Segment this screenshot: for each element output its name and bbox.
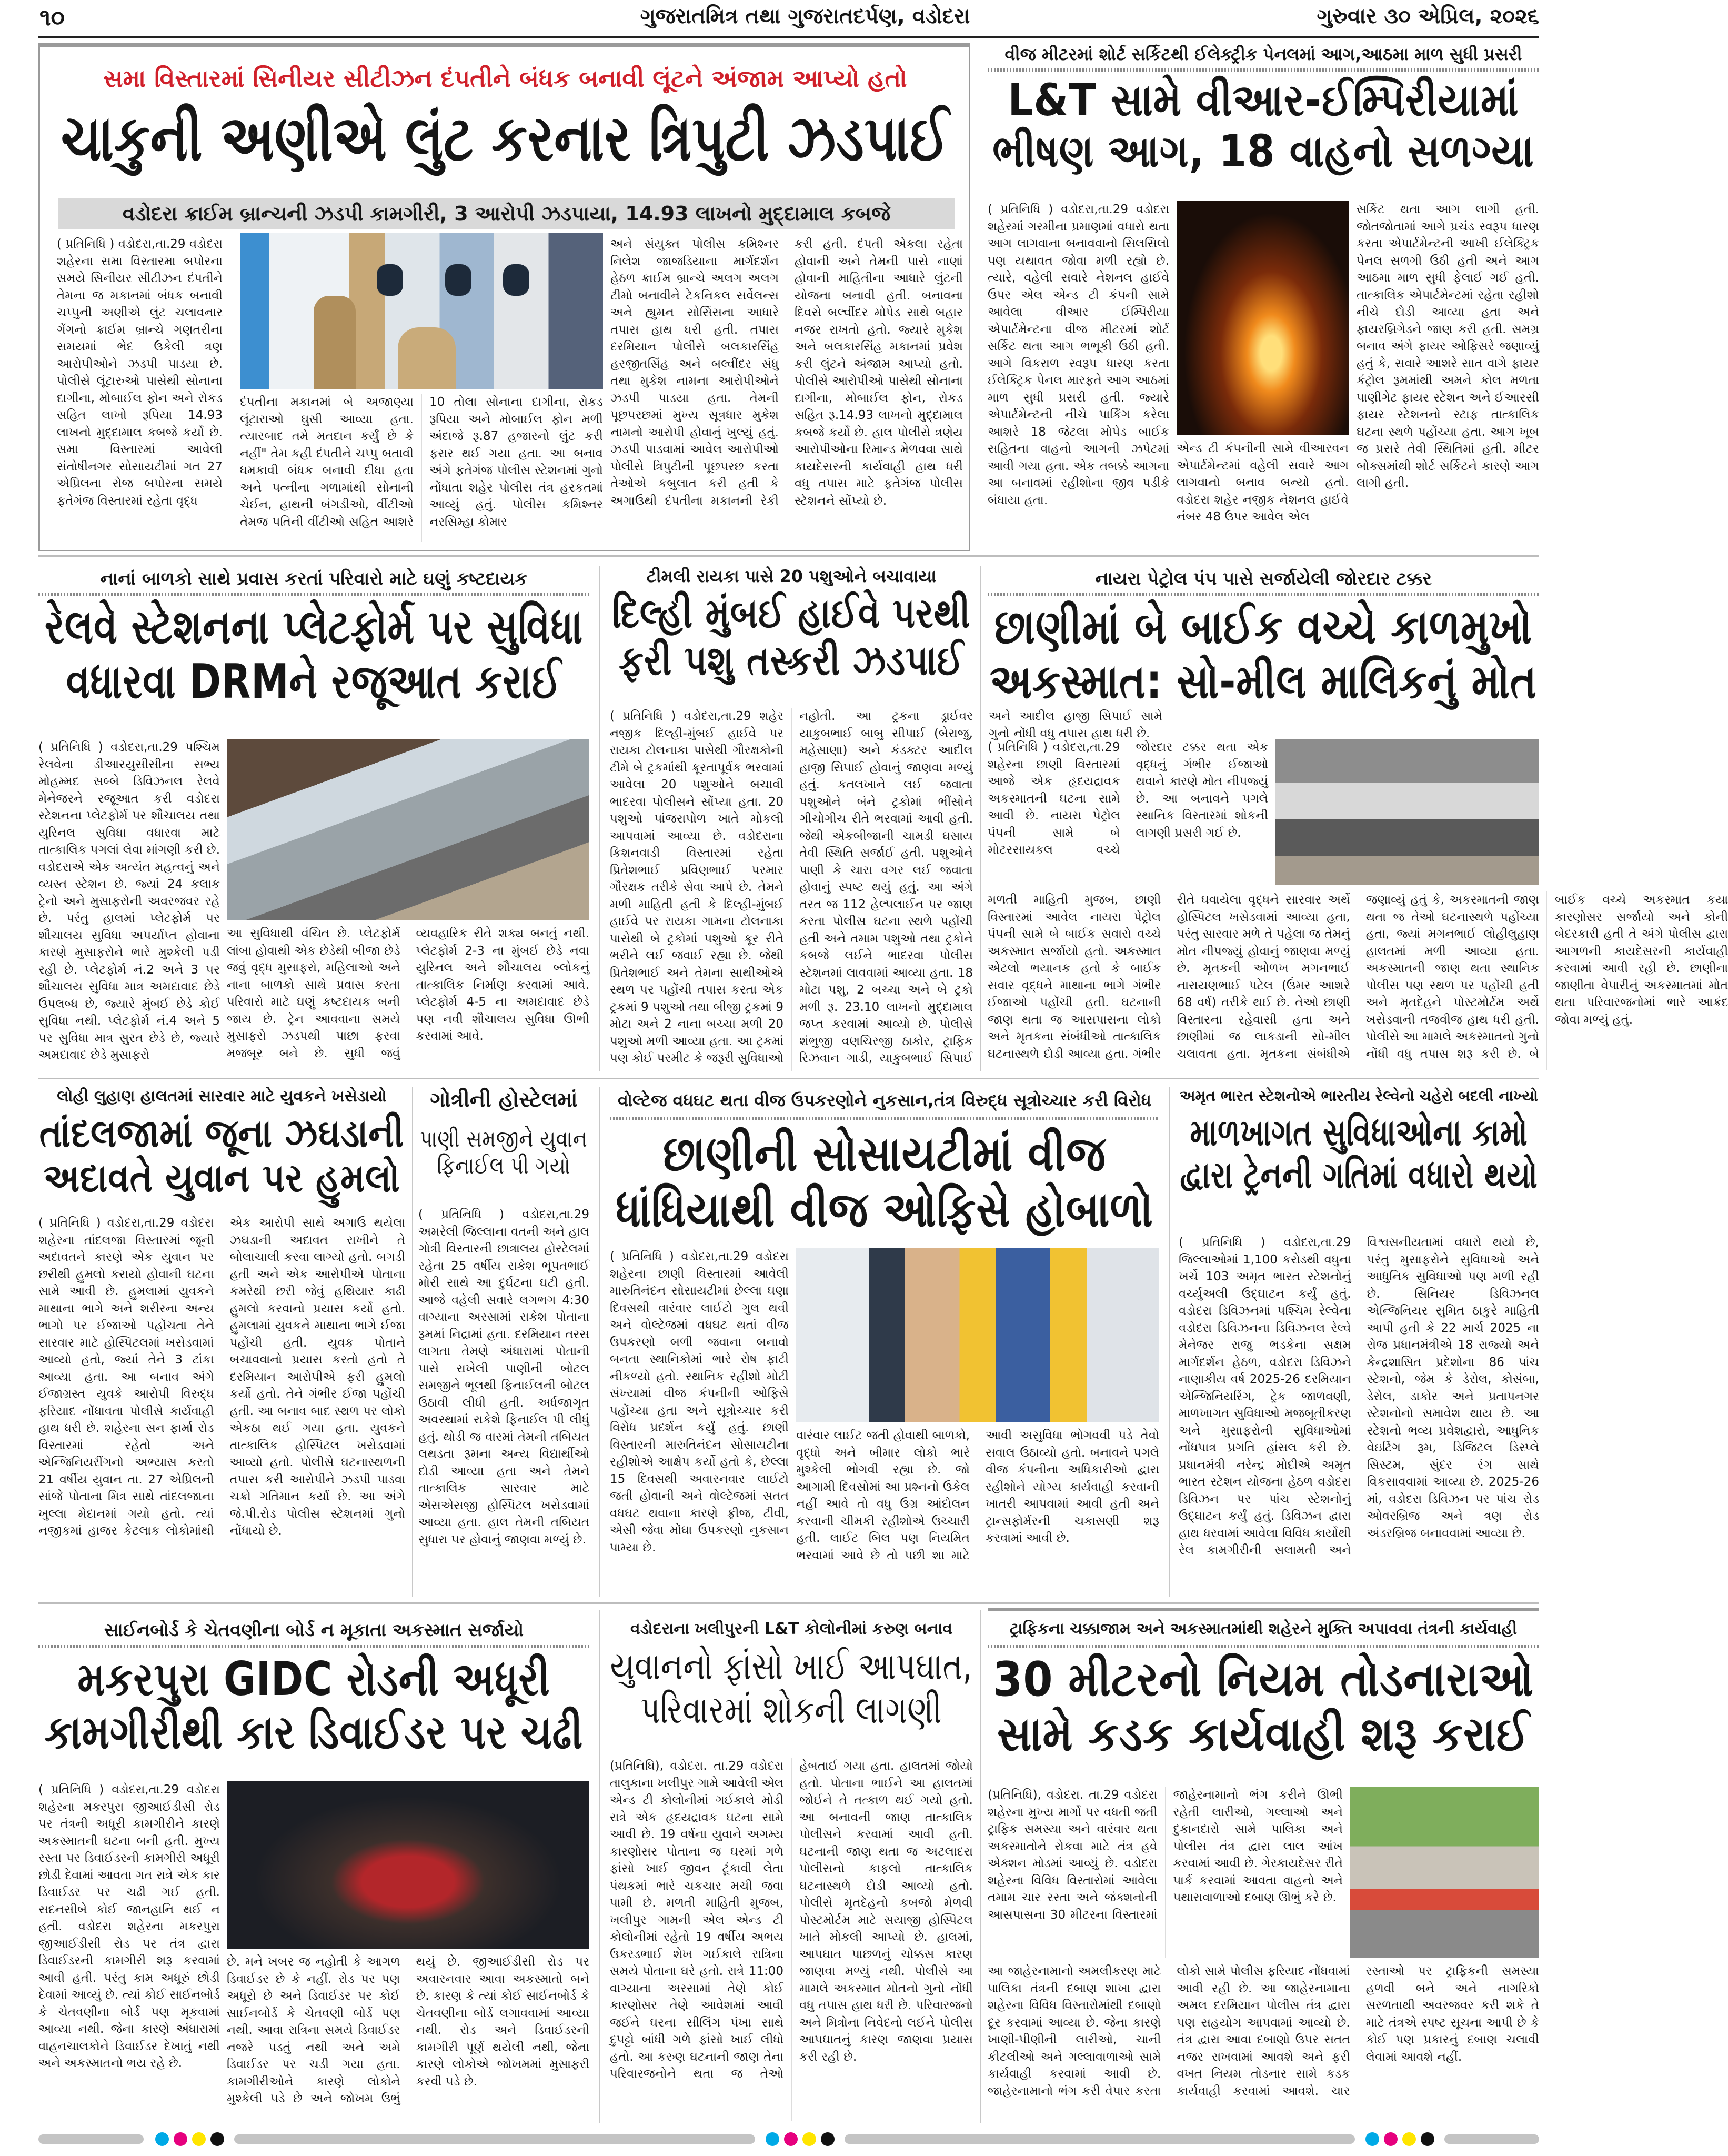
section-divider [38,1602,1539,1604]
column-divider [412,1087,413,1597]
makarpura-body-left: ( પ્રતિનિધિ ) વડોદરા,તા.29 વડોદરા શહેરના મકરપુરા જીઆઈડીસી રોડ પર તંત્રની અધૂરી કામગીરીને કારણે અકસ્માતની ઘટના બની હતી. મુખ્ય રસ્તા પર ડિવાઈડરની કામગીરી અધૂરી છોડી દેવામાં આવતા ગત રાત્રે એક કાર ડિવાઈડર પર ચઢી ગઈ હતી. સદનસીબે કોઈ જાનહાનિ થઈ ન હતી. વડોદરા શહેરના મકરપુરા જીઆઈડીસી રોડ પર તંત્ર દ્વારા ડિવાઈડરની કામગીરી શરૂ કરવામાં આવી હતી. પરંતુ કામ અધૂરું છોડી દેવામાં આવ્યું છે. ત્યાં કોઈ સાઈનબોર્ડ કે ચેતવણીના બોર્ડ પણ મૂકવામાં આવ્યા નથી. જેના કારણે અંધારામાં વાહનચાલકોને ડિવાઈડર દેખાતું નથી અને અકસ્માતનો ભય રહે છે. [38,1783,220,2070]
tandalja-headline: તાંદલજામાં જૂના ઝઘડાની અદાવતે યુવાન પર હુમલો [39,1111,405,1201]
accident-body-bottom: મળતી માહિતી મુજબ, છાણી વિસ્તારમાં આવેલ નાયરા પેટ્રોલ પંપની સામે બે બાઈક સવારો વચ્ચે અકસ્માત સર્જાયો હતો. અકસ્માત એટલો ભયાનક હતો કે બાઈક સવાર વૃદ્ધને માથાના ભાગે ગંભીર ઈજાઓ પહોંચી હતી. ઘટનાની જાણ થતા જ આસપાસના લોકો અને મૃતકના સંબંધીઓ તાત્કાલિક ઘટનાસ્થળે દોડી આવ્યા હતા. ગંભીર રીતે ઘવાયેલા વૃદ્ધને સારવાર અર્થે હોસ્પિટલ ખસેડવામાં આવ્યા હતા, પરંતુ સારવાર મળે તે પહેલા જ તેમનું મોત નીપજ્યું હોવાનું જાણવા મળ્યું છે. મૃતકની ઓળખ મગનભાઈ નારાયણભાઈ પટેલ (ઉંમર આશરે 68 વર્ષ) તરીકે થઈ છે. તેઓ છાણી વિસ્તારના રહેવાસી હતા અને છાણીમાં જ લાકડાની સો-મીલ ચલાવતા હતા. મૃતકના સંબંધીએ જણાવ્યું હતું કે, અકસ્માતની જાણ થતા જ તેઓ ઘટનાસ્થળે પહોંચ્યા હતા, જ્યાં મગનભાઈ લોહીલુહાણ હાલતમાં મળી આવ્યા હતા. અકસ્માતની જાણ થતા સ્થાનિક પોલીસ પણ સ્થળ પર પહોંચી હતી અને મૃતદેહને પોસ્ટમોર્ટમ અર્થે ખસેડવાની તજવીજ હાથ ધરી હતી. પોલીસે આ મામલે અકસ્માતનો ગુનો નોંધી વધુ તપાસ શરૂ કરી છે. બે બાઈક વચ્ચે અકસ્માત કયા કારણોસર સર્જાયો અને કોની બેદરકારી હતી તે અંગે પોલીસ દ્વારા આગળની કાયદેસરની કાર્યવાહી કરવામાં આવી રહી છે. છાણીના જાણીતા વેપારીનું અકસ્માતમાં મોત થતા પરિવારજનોમાં ભારે આક્રંદ જોવા મળ્યું હતું. [988,893,1728,1061]
black-dot [821,2132,835,2146]
divider [38,593,589,596]
traffic-body-top: (પ્રતિનિધિ), વડોદરા. તા.29 વડોદરા શહેરના મુખ્ય માર્ગો પર વધતી જતી ટ્રાફિક સમસ્યા અને વારંવાર થતા અકસ્માતોને રોકવા માટે તંત્ર હવે એક્શન મોડમાં આવ્યું છે. વડોદરા શહેરના વિવિધ વિસ્તારોમાં આવેલા તમામ ચાર રસ્તા અને જંક્શનોની આસપાસના 30 મીટરના વિસ્તારમાં જાહેરનામાનો ભંગ કરીને ઊભી રહેતી લારીઓ, ગલ્લાઓ અને દુકાનદારો સામે પાલિકા અને પોલીસ તંત્ર દ્વારા લાલ આંખ કરવામાં આવી છે. ગેરકાયદેસર રીતે પાર્ક કરવામાં આવતા વાહનો અને પથારાવાળાઓ દબાણ ઊભું કરે છે. [988,1788,1343,1922]
yellow-dot [802,2132,816,2146]
fire-body-right: સર્કિટ થતા આગ લાગી હતી. જોતજોતામાં આગે પ્રચંડ સ્વરૂપ ધારણ કરતા એપાર્ટમેન્ટની આખી ઈલેક્ટ્રિક પેનલ સળગી ઉઠી હતી અને આગ આઠમા માળ સુધી ફેલાઈ ગઈ હતી. તાત્કાલિક એપાર્ટમેન્ટમાં રહેતા રહીશો નીચે દોડી આવ્યા હતા અને ફાયરબ્રિગેડને જાણ કરી હતી. સમગ્ર બનાવ અંગે ફાયર ઓફિસરે જણાવ્યું હતું કે, સવારે આશરે સાત વાગે ફાયર કંટ્રોલ રૂમમાંથી અમને કોલ મળતા પાણીગેટ ફાયર સ્ટેશન અને ઈઆરસી ફાયર સ્ટેશનનો સ્ટાફ તાત્કાલિક ઘટના સ્થળે પહોંચ્યા હતા. આગ ખૂબ જ પ્રસરે તેવી સ્થિતિમાં હતી. મીટર બોક્સમાંથી શોર્ટ સર્કિટને કારણે આગ લાગી હતી. [1357,203,1539,490]
divider [988,68,1539,72]
encroachment-removal-photo [1350,1787,1539,1958]
accident-scene-photo [1275,739,1539,885]
phenyl-body: ( પ્રતિનિધિ ) વડોદરા,તા.29 અમરેલી જિલ્લાના વતની અને હાલ ગોત્રી વિસ્તારની છાત્રાલય હોસ્ટેલમાં રહેતા 25 વર્ષીય રાકેશ ભૂપતભાઈ મોરી સાથે આ દુર્ઘટના ઘટી હતી. આજે વહેલી સવારે લગભગ 4:30 વાગ્યાના અરસામાં રાકેશ પોતાના રૂમમાં નિદ્રામાં હતા. દરમિયાન તરસ લાગતા તેમણે અંધારામાં પોતાની પાસે રાખેલી પાણીની બોટલ સમજીને ભૂલથી ફિનાઈલની બોટલ ઉઠાવી લીધી હતી. અર્ધજાગૃત અવસ્થામાં રાકેશે ફિનાઈલ પી લીધું હતું. થોડી જ વારમાં તેમની તબિયત લથડતા રૂમના અન્ય વિદ્યાર્થીઓ દોડી આવ્યા હતા અને તેમને તાત્કાલિક સારવાર માટે એસએસજી હોસ્પિટલ ખસેડવામાં આવ્યા હતા. હાલ તેમની તબિયત સુધારા પર હોવાનું જાણવા મળ્યું છે. [418,1208,589,1547]
cattle-kicker: ટીમલી રાયકા પાસે 20 પશુઓને બચાવાયા [646,566,937,586]
power-body-below-photo: વારંવાર લાઈટ જતી હોવાથી બાળકો, વૃદ્ધો અને બીમાર લોકો ભારે મુશ્કેલી ભોગવી રહ્યા છે. જો આગામી દિવસોમાં આ પ્રશ્નનો ઉકેલ નહીં આવે તો વધુ ઉગ્ર આંદોલન કરવાની ચીમકી રહીશોએ ઉચ્ચારી હતી. લાઈટ બિલ પણ નિયમિત ભરવામાં આવે છે તો પછી શા માટે આવી અસુવિધા ભોગવવી પડે તેવો સવાલ ઉઠાવ્યો હતો. બનાવને પગલે વીજ કંપનીના અધિકારીઓ દ્વારા રહીશોને યોગ્ય કાર્યવાહી કરવાની ખાતરી આપવામાં આવી હતી અને ટ્રાન્સફોર્મરની ચકાસણી શરૂ કરવામાં આવી છે. [796,1429,1159,1562]
makarpura-kicker: સાઈનબોર્ડ કે ચેતવણીના બોર્ડ ન મૂકાતા અકસ્માત સર્જાયો [104,1620,524,1641]
accident-kicker: નાયરા પેટ્રોલ પંપ પાસે સર્જાયેલી જોરદાર ટક્કર [1095,568,1432,589]
cattle-body: ( પ્રતિનિધિ ) વડોદરા,તા.29 શહેર નજીક દિલ્હી-મુંબઈ હાઈવે પર રાયકા ટોલનાકા પાસેથી ગૌરક્ષકોની ટીમે બે ટ્રકમાંથી ક્રૂરતાપૂર્વક ભરવામાં આવેલા 20 પશુઓને બચાવી ભાદરવા પોલીસને સોંપ્યા હતા. 20 પશુઓ પાંજરાપોળ ખાતે મોકલી આપવામાં આવ્યા છે. વડોદરાના કિશનવાડી વિસ્તારમાં રહેતા પ્રિતેશભાઈ પ્રવિણભાઈ પરમાર ગૌરક્ષક તરીકે સેવા આપે છે. તેમને મળી માહિતી હતી કે દિલ્હી-મુંબઈ હાઈવે પર રાયકા ગામના ટોલનાકા પાસેથી બે ટ્રકોમાં પશુઓ ક્રૂર રીતે ભરીને લઈ જવાઈ રહ્યા છે. જેથી પ્રિતેશભાઈ અને તેમના સાથીઓએ સ્થળ પર પહોંચી તપાસ કરતા એક ટ્રકમાં 9 પશુઓ તથા બીજી ટ્રકમાં 9 મોટા અને 2 નાના બચ્ચા મળી 20 પશુઓ મળી આવ્યા હતા. આ ટ્રકમાં પણ કોઈ પરમીટ કે જરૂરી સુવિધાઓ નહોતી. આ ટ્રકના ડ્રાઈવર યાકુબભાઈ બાબુ સીપાઈ (બેરાજુ, મહેસાણા) અને કંડક્ટર આદીલ હાજી સિપાઈ હોવાનું જાણવા મળ્યું હતું. કતલખાને લઈ જવાતા પશુઓને બંને ટ્રકોમાં ભીંસોને ગીચોગીચ રીતે ભરવામાં આવી હતી. જેથી એકબીજાની ચામડી ઘસાય તેવી સ્થિતિ સર્જાઈ હતી. પશુઓને પાણી કે ચારા વગર લઈ જવાતા હોવાનું સ્પષ્ટ થયું હતું. આ અંગે તરત જ 112 હેલ્પલાઈન પર જાણ કરતા પોલીસ ઘટના સ્થળે પહોંચી હતી અને તમામ પશુઓ તથા ટ્રકોને કબજે લઈને ભાદરવા પોલીસ સ્ટેશનમાં લાવવામાં આવ્યા હતા. 18 મોટા પશુ, 2 બચ્ચા અને બે ટ્રકો મળી રૂ. 23.10 લાખનો મુદ્દામાલ જપ્ત કરવામાં આવ્યો છે. પોલીસે શંભુજી વણચિરજી ઠાકોર, ટ્રાફિક રિઝવાન ગાડી, યાકુબભાઈ સિપાઈ અને આદીલ હાજી સિપાઈ સામે ગુનો નોંધી વધુ તપાસ હાથ ધરી છે. [610,709,1162,1065]
cyan-dot [155,2132,169,2146]
arrest-photo [240,233,603,389]
suicide-headline: યુવાનનો ફાંસો ખાઈ આપઘાત, પરિવારમાં શોકની લાગણી [610,1644,973,1732]
tandalja-kicker: લોહી લુહાણ હાલતમાં સારવાર માટે યુવકને ખસેડાયો [57,1087,387,1106]
power-headline: છાણીની સોસાયટીમાં વીજ ધાંધિયાથી વીજ ઓફિસે હોબાળો [616,1126,1153,1238]
masked-accused-figure [445,264,471,296]
phenyl-kicker: ગોત્રીની હોસ્ટેલમાં [430,1088,578,1112]
magenta-dot [1384,2132,1398,2146]
railway-body-below-photo: આ સુવિધાથી વંચિત છે. પ્લેટફોર્મ લાંબા હોવાથી એક છેડેથી બીજા છેડે જવું વૃદ્ધ મુસાફરો, મહિલાઓ અને નાના બાળકો સાથે પ્રવાસ કરતા પરિવારો માટે ઘણું કષ્ટદાયક બની જાય છે. ટ્રેન આવવાના સમયે મુસાફરો ઝડપથી પાછા ફરવા મજબૂર બને છે. સુધી જવું વ્યવહારિક રીતે શક્ય બનતું નથી. પ્લેટફોર્મ 2-3 ના મુંબઈ છેડે નવા યુરિનલ અને શૌચાલય બ્લોકનું તાત્કાલિક નિર્માણ કરવામાં આવે. પ્લેટફોર્મ 4-5 ના અમદાવાદ છેડે પણ નવી શૌચાલય સુવિધા ઊભી કરવામાં આવે. [227,927,589,1060]
black-dot [1421,2132,1434,2146]
column-divider [1169,1087,1170,1597]
phenyl-headline: પાણી સમજીને યુવાન ફિનાઈલ પી ગયો [420,1126,588,1179]
traffic-headline: 30 મીટરનો નિયમ તોડનારાઓ સામે કડક કાર્યવાહી શરૂ કરાઈ [992,1652,1534,1762]
power-body-left: ( પ્રતિનિધિ ) વડોદરા,તા.29 વડોદરા શહેરના છાણી વિસ્તારમાં આવેલી મારુતિનંદન સોસાયટીમાં છેલ્લા ઘણા દિવસથી વારંવાર લાઈટો ગુલ થવી અને વોલ્ટેજમાં વધઘટ થતાં વીજ ઉપકરણો બળી જવાના બનાવો બનતા સ્થાનિકોમાં ભારે રોષ ફાટી નીકળ્યો હતો. સ્થાનિક રહીશો મોટી સંખ્યામાં વીજ કંપનીની ઓફિસે પહોંચ્યા હતા અને સૂત્રોચ્ચાર કરી વિરોધ પ્રદર્શન કર્યું હતું. છાણી વિસ્તારની મારુતિનંદન સોસાયટીના રહીશોએ આક્ષેપ કર્યો હતો કે, છેલ્લા 15 દિવસથી અવારનવાર લાઈટો જતી હોવાની અને વોલ્ટેજમાં સતત વધઘટ થવાના કારણે ફ્રીજ, ટીવી, એસી જેવા મોંઘા ઉપકરણો નુકસાન પામ્યા છે. [610,1250,789,1555]
railway-kicker: નાનાં બાળકો સાથે પ્રવાસ કરતાં પરિવારો માટે ઘણું કષ્ટદાયક [100,568,528,589]
suicide-kicker: વડોદરાના ખલીપુરની L&T કોલોનીમાં કરુણ બનાવ [630,1620,952,1638]
divider [988,1645,1539,1648]
divider [38,1645,589,1648]
magenta-dot [784,2132,798,2146]
amrit-body: ( પ્રતિનિધિ ) વડોદરા,તા.29 જિલ્લાઓમાં 1,100 કરોડથી વધુના ખર્ચે 103 અમૃત ભારત સ્ટેશનોનું વર્ચ્યુઅલી ઉદ્ઘાટન કર્યું હતું. વડોદરા ડિવિઝનમાં પશ્ચિમ રેલ્વેના વડોદરા ડિવિઝનના ડિવિઝનલ રેલ્વે મેનેજર રાજુ ભડકેના સક્ષમ માર્ગદર્શન હેઠળ, વડોદરા ડિવિઝને નાણાકીય વર્ષ 2025-26 દરમિયાન એન્જિનિયરિંગ, ટ્રેક જાળવણી, માળખાગત સુવિધાઓ મજબૂતીકરણ અને મુસાફરોની સુવિધાઓમાં નોંધપાત્ર પ્રગતિ હાંસલ કરી છે. પ્રધાનમંત્રી નરેન્દ્ર મોદીએ અમૃત ભારત સ્ટેશન યોજના હેઠળ વડોદરા ડિવિઝન પર પાંચ સ્ટેશનોનું ઉદ્ઘાટન કર્યું હતું. ડિવિઝન દ્વારા હાથ ધરવામાં આવેલા વિવિધ કાર્યોથી રેલ કામગીરીની સલામતી અને વિશ્વસનીયતામાં વધારો થયો છે, પરંતુ મુસાફરોને સુવિધાઓ અને આધુનિક સુવિધાઓ પણ મળી રહી છે. સિનિયર ડિવિઝનલ એન્જિનિયર સુમિત ઠાકુરે માહિતી આપી હતી કે 22 માર્ચ 2025 ના રોજ પ્રધાનમંત્રીએ 18 રાજ્યો અને કેન્દ્રશાસિત પ્રદેશોના 86 પાંચ સ્ટેશનો, જેમ કે ડેરોલ, કોસંબા, ડેરોલ, ડાકોર અને પ્રતાપનગર સ્ટેશનોનો સમાવેશ થાય છે. આ સ્ટેશનો ભવ્ય પ્રવેશદ્વારો, આધુનિક વેઇટિંગ રૂમ, ડિજિટલ ડિસ્પ્લે સિસ્ટમ, સુંદર રંગ સાથે વિકસાવવામાં આવ્યા છે. 2025-26 માં, વડોદરા ડિવિઝન પર પાંચ રોડ ઓવરબ્રિજ અને ત્રણ રોડ અંડરબ્રિજ બનાવવામાં આવ્યા છે. [1179,1236,1539,1557]
black-dot [210,2132,224,2146]
railway-body-left: ( પ્રતિનિધિ ) વડોદરા,તા.29 પશ્ચિમ રેલવેના ડીઆરયુસીસીના સભ્ય મોહમ્મદ સબ્બે ડિવિઝનલ રેલવે મેનેજરને રજૂઆત કરી વડોદરા સ્ટેશનના પ્લેટફોર્મ પર શૌચાલય તથા યુરિનલ સુવિધા વધારવા માટે તાત્કાલિક પગલાં લેવા માંગણી કરી છે. વડોદરાએ એક અત્યંત મહત્વનું અને વ્યસ્ત સ્ટેશન છે. જ્યાં 24 કલાક ટ્રેનો અને મુસાફરોની અવરજવર રહે છે. પરંતુ હાલમાં પ્લેટફોર્મ પર શૌચાલય સુવિધા અપર્યાપ્ત હોવાના કારણે મુસાફરોને ભારે મુશ્કેલી પડી રહી છે. પ્લેટફોર્મ નં.2 અને 3 પર શૌચાલય સુવિધા માત્ર અમદાવાદ છેડે ઉપલબ્ધ છે, જ્યારે મુંબઈ છેડે કોઈ સુવિધા નથી. પ્લેટફોર્મ નં.4 અને 5 પર સુવિધા માત્ર સુરત છેડે છે, જ્યારે અમદાવાદ છેડે મુસાફરો [38,740,220,1062]
amrit-headline: માળખાગત સુવિધાઓના કામો દ્વારા ટ્રેનની ગતિમાં વધારો થયો [1180,1111,1538,1197]
magenta-dot [174,2132,187,2146]
railway-headline: રેલવે સ્ટેશનના પ્લેટફોર્મ પર સુવિધા વધારવા DRMને રજૂઆત કરાઈ [44,599,584,709]
lead-body-right: અને સંયુક્ત પોલીસ કમિશ્નર નિલેશ જાજડિયાના માર્ગદર્શન હેઠળ ક્રાઈમ બ્રાન્ચે અલગ અલગ ટીમો બનાવીને ટેકનિકલ સર્વેલન્સ અને હ્યુમન સોર્સિસના આધારે તપાસ હાથ ધરી હતી. તપાસ દરમિયાન પોલીસે બલકારસિંહ હરજીતસિંહ અને બલ્વીંદર સંધુ તથા મુકેશ નામના આરોપીઓને ઝડપી પાડયા હતા. તેમની પૂછપરછમાં મુખ્ય સૂત્રધાર મુકેશ નામનો આરોપી હોવાનું ખુલ્યું હતું. ઝડપી પાડવામાં આવેલ આરોપીઓ પોલીસે ત્રિપુટીની પૂછપરછ કરતા તેઓએ કબુલાત કરી હતી કે અગાઉથી દંપતીના મકાનની રેકી કરી હતી. દંપતી એકલા રહેતા હોવાની અને તેમની પાસે નાણાં હોવાની માહિતીના આધારે લુંટની યોજના બનાવી હતી. બનાવના દિવસે બલ્વીંદર મોપેડ સાથે બહાર નજર રાખતો હતો. જ્યારે મુકેશ અને બલકારસિંહ મકાનમાં પ્રવેશ કરી લુંટને અંજામ આપ્યો હતો. પોલીસે આરોપીઓ પાસેથી સોનાના દાગીના, મોબાઈલ ફોન, રોકડ સહિત રૂ.14.93 લાખનો મુદ્દામાલ કબજે કર્યો છે. હાલ પોલીસે ત્રણેય આરોપીઓના રિમાન્ડ મેળવવા સાથે કાયદેસરની કાર્યવાહી હાથ ધરી વધુ તપાસ માટે ફતેગંજ પોલીસ સ્ટેશનને સોંપ્યો છે. [610,237,963,508]
cattle-headline: દિલ્હી મુંબઈ હાઈવે પરથી ફરી પશુ તસ્કરી ઝડપાઈ [612,590,971,685]
section-divider [38,1078,1539,1079]
masked-accused-figure [503,264,529,296]
car-on-divider-photo [227,1781,589,1949]
lead-subhead: વડોદરા ક્રાઈમ બ્રાન્ચની ઝડપી કામગીરી, 3 આરોપી ઝડપાયા, 14.93 લાખનો મુદ્દામાલ કબજે [122,202,891,225]
footer-bar [234,2134,755,2144]
cyan-dot [1365,2132,1379,2146]
lead-kicker: સમા વિસ્તારમાં સિનીયર સીટીઝન દંપતીને બંધક બનાવી લૂંટને અંજામ આપ્યો હતો [103,64,907,93]
divider [610,1117,1159,1120]
makarpura-headline: મકરપુરા GIDC રોડની અધૂરી કામગીરીથી કાર ડિવાઈડર પર ચઢી [44,1652,584,1760]
divider [988,593,1539,596]
footer-bar [38,2134,144,2144]
railway-platform-photo [227,739,589,920]
suicide-body: (પ્રતિનિધિ), વડોદરા. તા.29 વડોદરા તાલુકાના ખલીપુર ગામે આવેલી એલ એન્ડ ટી કોલોનીમાં ગઈકાલે મોડી રાત્રે એક હૃદયદ્રાવક ઘટના સામે આવી છે. 19 વર્ષના યુવાને અગમ્ય કારણોસર પોતાના જ ઘરમાં ગળે ફાંસો ખાઈ જીવન ટૂંકાવી લેતા પંથકમાં ભારે ચકચાર મચી જવા પામી છે. મળતી માહિતી મુજબ, ખલીપુર ગામની એલ એન્ડ ટી કોલોનીમાં રહેતો 19 વર્ષીય અભય ઉકરડભાઈ શેખ ગઈકાલે રાત્રિના સમયે પોતાના ઘરે હતો. રાત્રે 11:00 વાગ્યાના અરસામાં તેણે કોઈ કારણોસર તેણે આવેશમાં આવી જઈને ઘરના સીલિંગ પંખા સાથે દુપટ્ટો બાંધી ગળે ફાંસો ખાઈ લીધો હતો. આ કરુણ ઘટનાની જાણ તેના પરિવારજનોને થતા જ તેઓ હેબતાઈ ગયા હતા. હાલતમાં જોયો હતો. પોતાના ભાઈને આ હાલતમાં જોઈને તે તત્કાળ થઈ ગયો હતો. આ બનાવની જાણ તાત્કાલિક પોલીસને કરવામાં આવી હતી. ઘટનાની જાણ થતા જ અટલાદરા પોલીસનો કાફલો તાત્કાલિક ઘટનાસ્થળે દોડી આવ્યો હતો. પોલીસે મૃતદેહનો કબજો મેળવી પોસ્ટમોર્ટમ માટે સયાજી હોસ્પિટલ ખાતે મોકલી આપ્યો છે. હાલમાં, આપઘાત પાછળનું ચોક્કસ કારણ જાણવા મળ્યું નથી. પોલીસે આ મામલે અકસ્માત મોતનો ગુનો નોંધી વધુ તપાસ હાથ ધરી છે. પરિવારજનો અને મિત્રોના નિવેદનો લઈને પોલીસ આપઘાતનું કારણ જાણવા પ્રયાસ કરી રહી છે. [610,1759,973,2081]
footer-bar [845,2134,1355,2144]
masked-accused-figure [377,264,403,296]
lead-body-col1: ( પ્રતિનિધિ ) વડોદરા,તા.29 વડોદરા શહેરના સમા વિસ્તારમા બપોરના સમયે સિનીયર સીટીઝન દંપતીને તેમના જ મકાનમાં બંધક બનાવી ચપ્પુની અણીએ લુંટ ચલાવનાર ગેંગનો ક્રાઈમ બ્રાન્ચે ગણતરીના સમયમાં ભેદ ઉકેલી ત્રણ આરોપીઓને ઝડપી પાડયા છે. પોલીસે લૂંટારુઓ પાસેથી સોનાના દાગીના, મોબાઈલ ફોન અને રોકડ સહિત લાખો રૂપિયા 14.93 લાખનો મુદ્દામાલ કબજે કર્યો છે. સમા વિસ્તારમાં આવેલી સંતોષીનગર સોસાયટીમાં ગત 27 એપ્રિલના રોજ બપોરના સમયે ફતેગંજ વિસ્તારમાં રહેતા વૃદ્ધ [57,237,223,508]
lead-body-below-photo: દંપતીના મકાનમાં બે અજાણ્યા લૂંટારાઓ ઘુસી આવ્યા હતા. ત્યારબાદ તમે મતદાન કર્યું છે કે નહીં" તેમ કહી દંપતીને ચપ્પુ બતાવી ધમકાવી બંધક બનાવી દીધા હતા અને પત્નીના ગળામાંથી સોનાની ચેઈન, હાથની બંગડીઓ, વીંટીઓ તેમજ પતિની વીંટીઓ સહિત આશરે 10 તોલા સોનાના દાગીના, રોકડ રૂપિયા અને મોબાઈલ ફોન મળી અંદાજે રૂ.87 હજારનો લુંટ કરી ફરાર થઈ ગયા હતા. આ બનાવ અંગે ફતેગંજ પોલીસ સ્ટેશનમાં ગુનો નોંધાતા શહેર પોલીસ તંત્ર હરકતમાં આવ્યું હતું. પોલીસ કમિશ્નર નરસિમ્હા કોમાર [240,395,603,529]
fire-kicker: વીજ મીટરમાં શોર્ટ સર્કિટથી ઈલેક્ટ્રીક પેનલમાં આગ,આઠમા માળ સુધી પ્રસરી [1004,44,1522,64]
accident-body-top: ( પ્રતિનિધિ ) વડોદરા,તા.29 શહેરના છાણી વિસ્તારમાં આજે એક હૃદયદ્રાવક અકસ્માતની ઘટના સામે આવી છે. નાયરા પેટ્રોલ પંપની સામે બે મોટરસાયકલ વચ્ચે જોરદાર ટક્કર થતા એક વૃદ્ધનું ગંભીર ઈજાઓ થવાને કારણે મોત નીપજ્યું છે. આ બનાવને પગલે સ્થાનિક વિસ્તારમાં શોકની લાગણી પ્રસરી ગઈ છે. [988,740,1268,857]
amrit-kicker: અમૃત ભારત સ્ટેશનોએ ભારતીય રેલ્વેનો ચહેરો બદલી નાખ્યો [1180,1087,1538,1105]
column-divider [599,1610,600,2123]
fire-body-left: ( પ્રતિનિધિ ) વડોદરા,તા.29 વડોદરા શહેરમાં ગરમીના પ્રમાણમાં વધારો થતા આગ લાગવાના બનાવવાનો સિલસિલો પણ યથાવત જોવા મળી રહ્યો છે. ત્યારે, વહેલી સવારે નેશનલ હાઈવે ઉપર એલ એન્ડ ટી કંપની સામે આવેલા વીઆર ઈમ્પિરીયા એપાર્ટમેન્ટના વીજ મીટરમાં શોર્ટ સર્કિટ થતા આગ ભભૂકી ઉઠી હતી. આગે વિકરાળ સ્વરૂપ ધારણ કરતા ઈલેક્ટ્રિક પેનલ મારફતે આગ આઠમાં માળ સુધી પ્રસરી હતી. જ્યારે એપાર્ટમેન્ટની નીચે પાર્કિંગ કરેલા આશરે 18 જેટલા મોપેડ બાઈક સહિતના વાહનો આગની ઝપેટમાં આવી ગયા હતા. એક તબક્કે આગના આ બનાવમાં રહીશોના જીવ પડીકે બંધાયા હતા. [988,203,1169,507]
traffic-kicker: ટ્રાફિકના ચક્કાજામ અને અકસ્માતમાંથી શહેરને મુક્તિ અપાવવા તંત્રની કાર્યવાહી [1009,1620,1518,1638]
seated-officer-figure [398,327,456,389]
protest-photo [796,1248,1159,1422]
accident-headline: છાણીમાં બે બાઈક વચ્ચે કાળમુખો અકસ્માત: સો-મીલ માલિકનું મોત [990,599,1537,709]
makarpura-body-below-photo: છે. મને ખબર જ નહોતી કે આગળ ડિવાઈડર છે કે નહીં. રોડ પર પણ અધૂરો છે અને ડિવાઈડર પર કોઈ સાઈનબોર્ડ કે ચેતવણી બોર્ડ પણ નથી. આવા રાત્રિના સમયે ડિવાઈડર નજરે પડતું નથી અને અમે ડિવાઈડર પર ચડી ગયા હતા. કામગીરીઓને કારણે લોકોને મુશ્કેલી પડે છે અને જોખમ ઉભું થયું છે. જીઆઈડીસી રોડ પર અવારનવાર આવા અકસ્માતો બને છે. કારણ કે ત્યાં કોઈ સાઈનબોર્ડ કે ચેતવણીના બોર્ડ લગાવવામાં આવ્યા નથી. રોડ અને ડિવાઈડરની કામગીરી પૂર્ણ થયેલી નથી, જેના કારણે લોકોએ જોખમમાં મુસાફરી કરવી પડે છે. [227,1955,589,2105]
traffic-body-bottom: આ જાહેરનામાનો અમલીકરણ માટે પાલિકા તંત્રની દબાણ શાખા દ્વારા શહેરના વિવિધ વિસ્તારોમાંથી દબાણો દૂર કરવામાં આવ્યા છે. જેના કારણે ખાણી-પીણીની લારીઓ, ચાની કીટલીઓ અને ગલ્લાવાળાઓ સામે કાર્યવાહી કરવામાં આવી છે. જાહેરનામાનો ભંગ કરી વેપાર કરતા લોકો સામે પોલીસ ફરિયાદ નોંધવામાં આવી રહી છે. આ જાહેરનામાના અમલ દરમિયાન પોલીસ તંત્ર દ્વારા પણ સહયોગ આપવામાં આવ્યો છે. તંત્ર દ્વારા આવા દબાણો ઉપર સતત નજર રાખવામાં આવશે અને ફરી વખત નિયમ તોડનાર સામે કડક કાર્યવાહી કરવામાં આવશે. ચાર રસ્તાઓ પર ટ્રાફિકની સમસ્યા હળવી બને અને નાગરિકો સરળતાથી અવરજવર કરી શકે તે માટે તંત્રએ સ્પષ્ટ સૂચના આપી છે કે કોઈ પણ પ્રકારનું દબાણ ચલાવી લેવામાં આવશે નહીં. [988,1964,1539,2098]
fire-body-below-photo: એન્ડ ટી કંપનીની સામે વીઆરવન એપાર્ટમેન્ટમાં વહેલી સવારે આગ લાગવાનો બનાવ બન્યો હતો. વડોદરા શહેર નજીક નેશનલ હાઈવે નંબર 48 ઉપર આવેલ એલ [1177,442,1349,524]
footer-bar [1444,2134,1539,2144]
cyan-dot [766,2132,779,2146]
divider [988,1608,1539,1611]
fire-headline: L&T સામે વીઆર-ઈમ્પિરીયામાં ભીષણ આગ, 18 વાહનો સળગ્યા [992,74,1534,177]
column-divider [980,1610,981,2123]
police-officer-figure [314,296,356,389]
power-kicker: વોલ્ટેજ વધઘટ થતા વીજ ઉપકરણોને નુકસાન,તંત્ર વિરુદ્ધ સૂત્રોચ્ચાર કરી વિરોધ [618,1090,1151,1110]
fire-photo [1177,201,1349,435]
section-divider [38,555,1539,557]
paper-name: ગુજરાતમિત્ર તથા ગુજરાતદર્પણ, વડોદરા [640,4,970,28]
column-divider [980,566,981,1071]
tandalja-body: ( પ્રતિનિધિ ) વડોદરા,તા.29 વડોદરા શહેરના તાંદલજા વિસ્તારમાં જૂની અદાવતને કારણે એક યુવાન પર છરીથી હુમલો કરાયો હોવાની ઘટના સામે આવી છે. હુમલામાં યુવકને માથાના ભાગે અને શરીરના અન્ય ભાગો પર ઈજાઓ પહોંચતા તેને સારવાર માટે હોસ્પિટલમાં ખસેડવામાં આવ્યો હતો, જ્યાં તેને 3 ટાંકા આવ્યા હતા. આ બનાવ અંગે ઈજાગ્રસ્ત યુવકે આરોપી વિરુદ્ધ ફરિયાદ નોંધાવતા પોલીસે કાર્યવાહી હાથ ધરી છે. શહેરના સન ફાર્મા રોડ વિસ્તારમાં રહેતો અને એન્જિનિયરીંગનો અભ્યાસ કરતો 21 વર્ષીય યુવાન તા. 27 એપ્રિલની સાંજે પોતાના મિત્ર સાથે તાંદલજાના ખુલ્લા મેદાનમાં ગયો હતો. ત્યાં નજીકમાં હાજર કેટલાક લોકોમાંથી એક આરોપી સાથે અગાઉ થયેલા ઝઘડાની અદાવત રાખીને તે બોલાચાલી કરવા લાગ્યો હતો. બગડી હતી અને એક આરોપીએ પોતાના કમરેથી છરી જેવું હથિયાર કાઢી હુમલો કરવાનો પ્રયાસ કર્યો હતો. હુમલામાં યુવકને માથાના ભાગે ઈજા પહોંચી હતી. યુવક પોતાને બચાવવાનો પ્રયાસ કરતો હતો તે દરમિયાન આરોપીએ ફરી હુમલો કર્યો હતો. તેને ગંભીર ઈજા પહોંચી હતી. આ બનાવ બાદ સ્થળ પર લોકો એકઠા થઈ ગયા હતા. યુવકને તાત્કાલિક હોસ્પિટલ ખસેડવામાં આવ્યો હતો. પોલીસે ઘટનાસ્થળની તપાસ કરી આરોપીને ઝડપી પાડવા ચક્રો ગતિમાન કર્યા છે. આ અંગે જે.પી.રોડ પોલીસ સ્ટેશનમાં ગુનો નોંધાયો છે. [38,1216,405,1538]
page-date: ગુરુવાર ૩૦ એપ્રિલ, ૨૦૨૬ [1317,4,1539,28]
column-divider [599,1087,600,1597]
yellow-dot [192,2132,206,2146]
lead-headline: ચાકુની અણીએ લુંટ કરનાર ત્રિપુટી ઝડપાઈ [61,102,950,175]
page-number: ૧૦ [39,4,65,31]
masthead-rule [38,36,1539,38]
column-divider [599,566,600,1071]
yellow-dot [1402,2132,1416,2146]
